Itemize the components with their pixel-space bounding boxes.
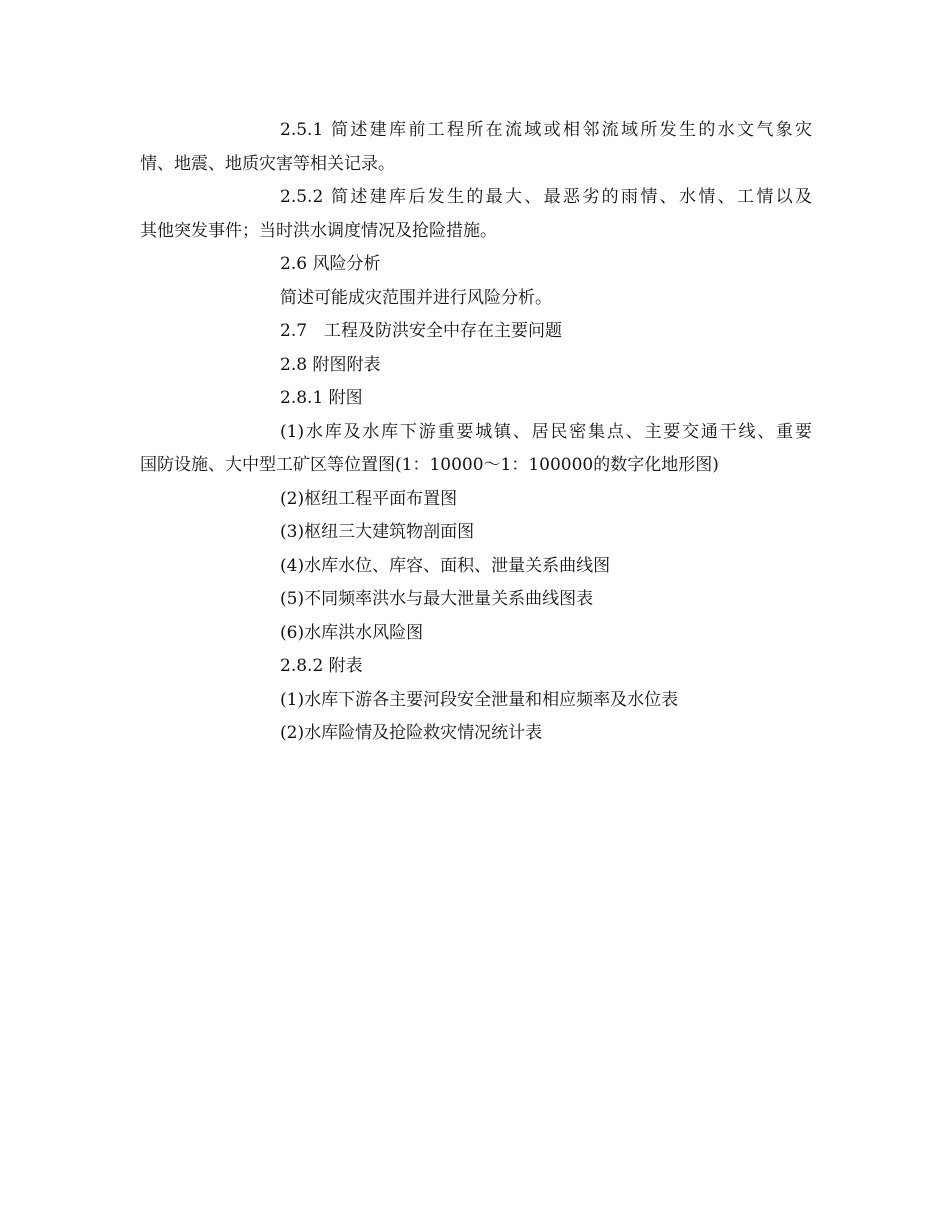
figure-item-2: (2)枢纽工程平面布置图 [280, 488, 458, 509]
paragraph-2-5-2-line-2: 其他突发事件；当时洪水调度情况及抢险措施。 [140, 220, 497, 241]
paragraph-2-5-1-line-1: 2.5.1 简述建库前工程所在流域或相邻流域所发生的水文气象灾 [280, 120, 812, 140]
paragraph-risk-analysis: 简述可能成灾范围并进行风险分析。 [280, 287, 552, 308]
document-body [140, 114, 812, 751]
paragraph-2-5-2-line-1: 2.5.2 简述建库后发生的最大、最恶劣的雨情、水情、工情以及 [280, 187, 812, 207]
table-item-1: (1)水库下游各主要河段安全泄量和相应频率及水位表 [280, 689, 679, 710]
heading-2-6: 2.6 风险分析 [280, 254, 381, 274]
figure-item-1-line-1: (1)水库及水库下游重要城镇、居民密集点、主要交通干线、重要 [280, 421, 812, 442]
heading-2-8: 2.8 附图附表 [280, 354, 381, 375]
heading-2-7: 2.7 工程及防洪安全中存在主要问题 [280, 321, 563, 341]
figure-item-5: (5)不同频率洪水与最大泄量关系曲线图表 [280, 589, 594, 609]
figure-item-1-line-2: 国防设施、大中型工矿区等位置图(1：10000～1：100000的数字化地形图) [140, 455, 719, 475]
table-item-2: (2)水库险情及抢险救灾情况统计表 [280, 723, 543, 743]
figure-item-6: (6)水库洪水风险图 [280, 622, 424, 643]
figure-item-3: (3)枢纽三大建筑物剖面图 [280, 522, 475, 542]
figure-item-4: (4)水库水位、库容、面积、泄量关系曲线图 [280, 555, 611, 576]
paragraph-2-5-1-line-2: 情、地震、地质灾害等相关记录。 [140, 153, 395, 174]
heading-2-8-1: 2.8.1 附图 [280, 388, 363, 408]
heading-2-8-2: 2.8.2 附表 [280, 656, 363, 676]
